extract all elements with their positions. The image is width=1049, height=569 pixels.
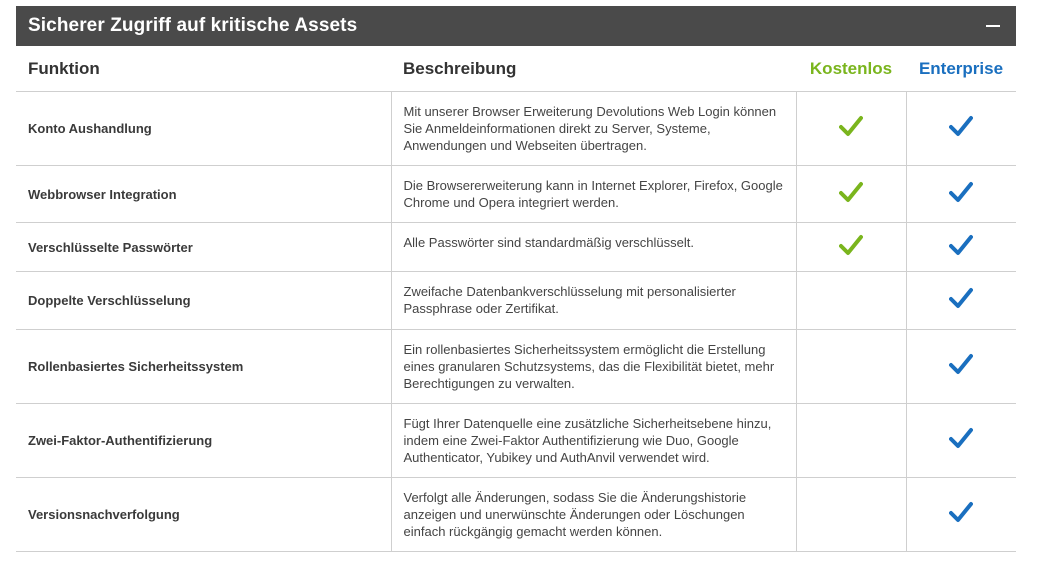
free-availability-cell	[796, 223, 906, 272]
table-row	[16, 404, 1016, 478]
table-row	[16, 166, 1016, 223]
free-availability-cell	[796, 272, 906, 330]
table-row	[16, 223, 1016, 272]
enterprise-availability-cell	[906, 92, 1016, 166]
feature-name: Versionsnachverfolgung	[16, 478, 391, 552]
panel-header[interactable]	[16, 6, 1016, 46]
collapse-button[interactable]	[984, 17, 1002, 35]
checkmark-icon	[949, 234, 973, 256]
checkmark-icon	[949, 353, 973, 375]
table-row	[16, 272, 1016, 330]
checkmark-icon	[839, 181, 863, 203]
free-availability-cell	[796, 478, 906, 552]
feature-description: Ein rollenbasiertes Sicherheitssystem ermöglicht die Erstellung eines granularen Schutzsystems, das die Flexibilität bietet, mehr Berechtigungen zu verwalten.	[391, 330, 796, 404]
minus-icon	[986, 25, 1000, 27]
enterprise-availability-cell	[906, 166, 1016, 223]
feature-description: Mit unserer Browser Erweiterung Devolutions Web Login können Sie Anmeldeinformationen direkt zu Server, Systeme, Anwendungen und Webseiten übertragen.	[391, 92, 796, 166]
enterprise-availability-cell	[906, 330, 1016, 404]
feature-description: Fügt Ihrer Datenquelle eine zusätzliche Sicherheitsebene hinzu, indem eine Zwei-Faktor Authentifizierung wie Duo, Google Authenticator, Yubikey und AuthAnvil verwendet wird.	[391, 404, 796, 478]
header-function: Funktion	[16, 46, 391, 92]
checkmark-icon	[949, 115, 973, 137]
feature-name: Rollenbasiertes Sicherheitssystem	[16, 330, 391, 404]
header-description: Beschreibung	[391, 46, 796, 92]
feature-name: Konto Aushandlung	[16, 92, 391, 166]
free-availability-cell	[796, 166, 906, 223]
feature-description: Zweifache Datenbankverschlüsselung mit personalisierter Passphrase oder Zertifikat.	[391, 272, 796, 330]
table-row	[16, 478, 1016, 552]
table-header-row	[16, 46, 1016, 92]
panel-title: Sicherer Zugriff auf kritische Assets	[28, 15, 358, 36]
table-row	[16, 330, 1016, 404]
enterprise-availability-cell	[906, 223, 1016, 272]
feature-panel	[16, 6, 1016, 552]
checkmark-icon	[949, 427, 973, 449]
feature-description: Die Browsererweiterung kann in Internet Explorer, Firefox, Google Chrome und Opera integriert werden.	[391, 166, 796, 223]
free-availability-cell	[796, 404, 906, 478]
feature-table	[16, 46, 1016, 552]
checkmark-icon	[949, 181, 973, 203]
free-availability-cell	[796, 92, 906, 166]
checkmark-icon	[839, 115, 863, 137]
enterprise-availability-cell	[906, 478, 1016, 552]
feature-name: Verschlüsselte Passwörter	[16, 223, 391, 272]
table-row	[16, 92, 1016, 166]
header-free: Kostenlos	[796, 46, 906, 92]
enterprise-availability-cell	[906, 404, 1016, 478]
feature-description: Alle Passwörter sind standardmäßig verschlüsselt.	[391, 223, 796, 272]
feature-name: Zwei-Faktor-Authentifizierung	[16, 404, 391, 478]
checkmark-icon	[949, 501, 973, 523]
feature-description: Verfolgt alle Änderungen, sodass Sie die Änderungshistorie anzeigen und unerwünschte Änderungen oder Löschungen einfach rückgängig gemacht werden können.	[391, 478, 796, 552]
feature-name: Webbrowser Integration	[16, 166, 391, 223]
checkmark-icon	[949, 287, 973, 309]
enterprise-availability-cell	[906, 272, 1016, 330]
free-availability-cell	[796, 330, 906, 404]
feature-name: Doppelte Verschlüsselung	[16, 272, 391, 330]
checkmark-icon	[839, 234, 863, 256]
header-enterprise: Enterprise	[906, 46, 1016, 92]
